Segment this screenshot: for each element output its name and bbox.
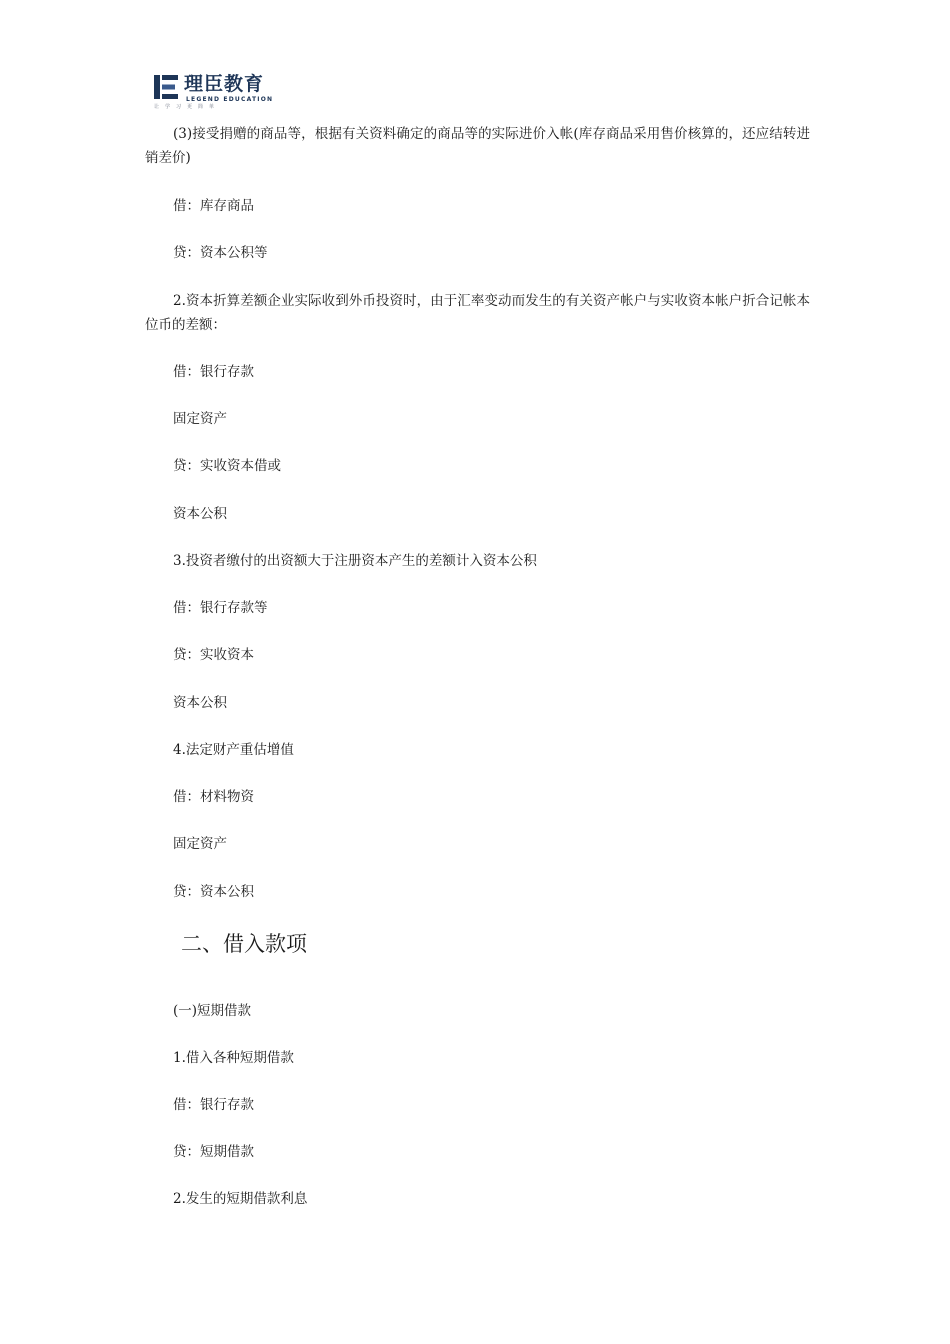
entry-line: 借：银行存款等 bbox=[173, 600, 268, 616]
paragraph-donated-goods: (3)接受捐赠的商品等，根据有关资料确定的商品等的实际进价入帐(库存商品采用售价核算的，还应结转进销差价) bbox=[145, 126, 810, 166]
logo-name: 理臣教育 bbox=[184, 73, 265, 95]
entry-line: 贷：短期借款 bbox=[173, 1144, 254, 1160]
section-item-title: 3.投资者缴付的出资额大于注册资本产生的差额计入资本公积 bbox=[173, 553, 537, 569]
entry-line: 固定资产 bbox=[173, 411, 227, 427]
entry-line: 贷：实收资本借或 bbox=[173, 458, 281, 474]
brand-logo bbox=[152, 72, 274, 112]
entry-line: 贷：资本公积等 bbox=[173, 245, 268, 261]
entry-line: 资本公积 bbox=[173, 695, 227, 711]
entry-line: 借：银行存款 bbox=[173, 364, 254, 380]
logo-mark-icon bbox=[152, 72, 182, 102]
entry-line: 借：银行存款 bbox=[173, 1097, 254, 1113]
section-item-title: 4.法定财产重估增值 bbox=[173, 742, 294, 758]
paragraph-capital-conversion: 2.资本折算差额企业实际收到外币投资时，由于汇率变动而发生的有关资产帐户与实收资本帐户折合记帐本位币的差额： bbox=[145, 293, 810, 333]
section-item-title: 1.借入各种短期借款 bbox=[173, 1050, 294, 1066]
subsection-title: (一)短期借款 bbox=[173, 1003, 252, 1019]
logo-slogan: 让学习更简单 bbox=[154, 104, 221, 110]
entry-line: 贷：资本公积 bbox=[173, 884, 254, 900]
entry-line: 借：材料物资 bbox=[173, 789, 254, 805]
entry-line: 借：库存商品 bbox=[173, 198, 254, 214]
section-item-title: 2.发生的短期借款利息 bbox=[173, 1191, 308, 1207]
entry-line: 资本公积 bbox=[173, 506, 227, 522]
entry-line: 贷：实收资本 bbox=[173, 647, 254, 663]
section-heading: 二、借入款项 bbox=[181, 932, 307, 956]
logo-english-name: LEGEND EDUCATION bbox=[186, 96, 274, 103]
entry-line: 固定资产 bbox=[173, 836, 227, 852]
